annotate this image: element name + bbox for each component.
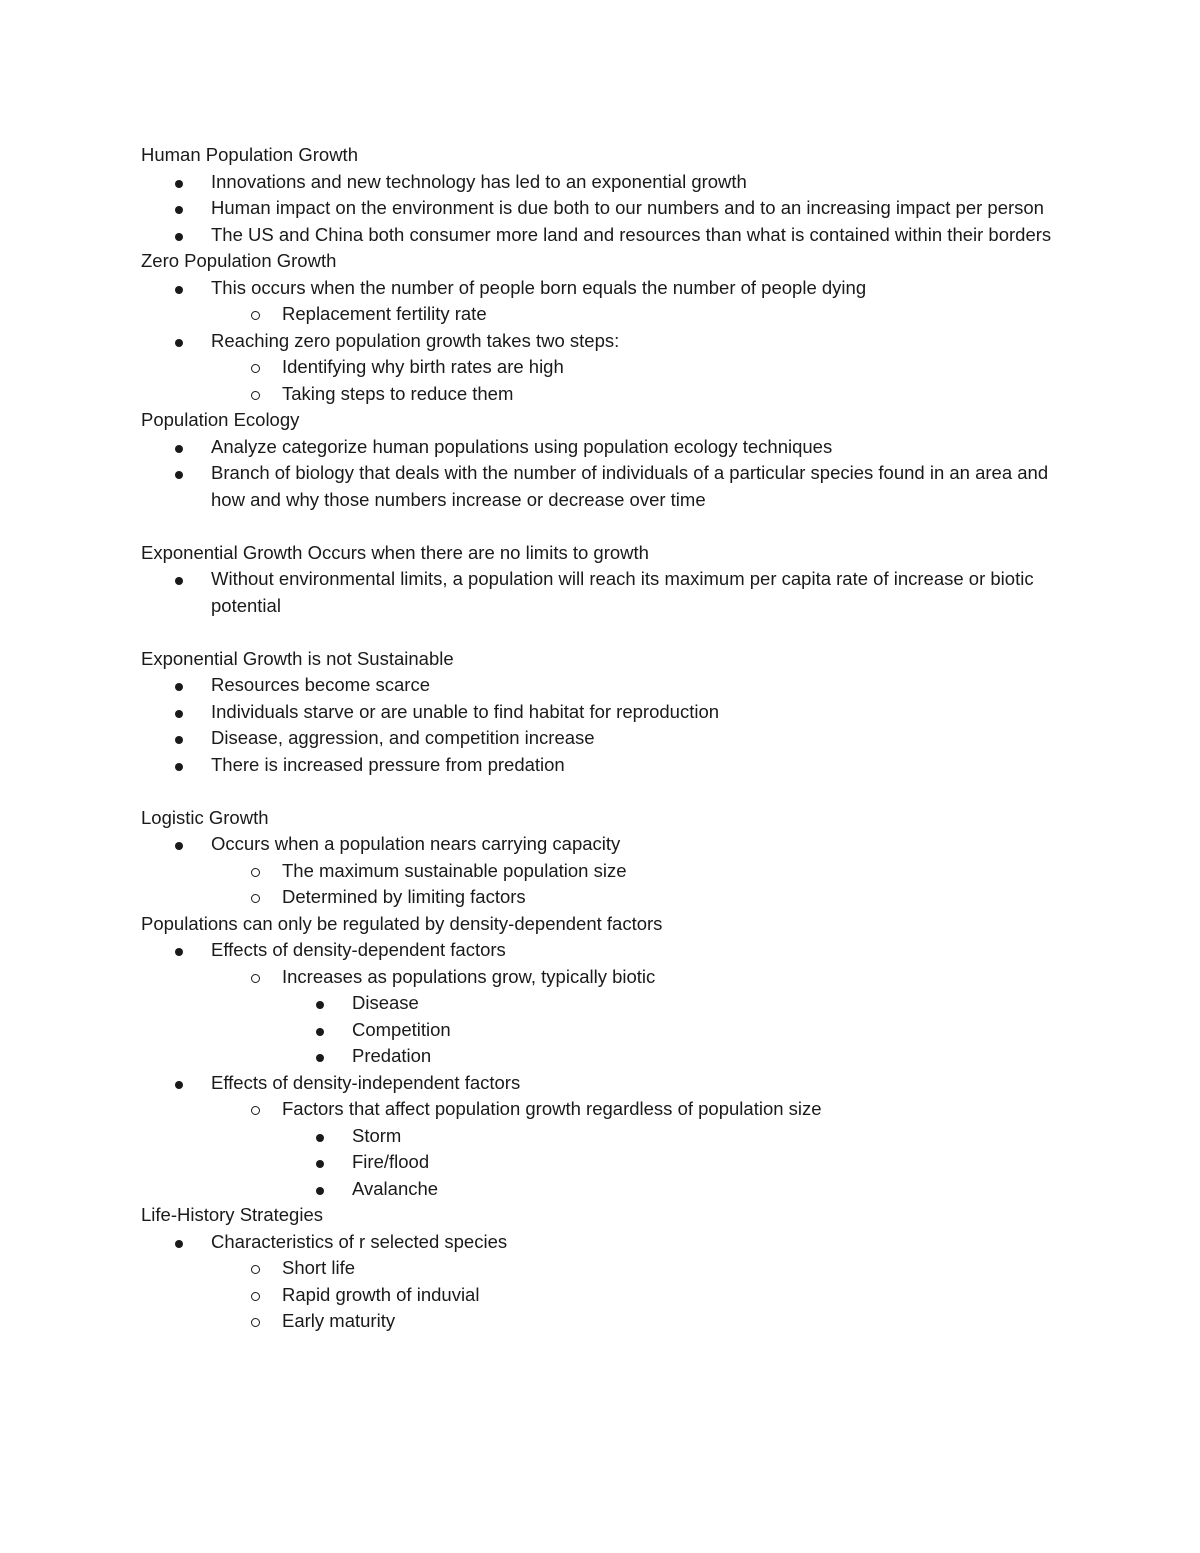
list-item bbox=[141, 1017, 1061, 1044]
sub-bullet-list bbox=[141, 1096, 1061, 1123]
list-item bbox=[141, 566, 1061, 619]
bullet-dot-icon bbox=[175, 195, 183, 222]
bullet-dot-icon bbox=[175, 434, 183, 461]
bullet-dot-icon bbox=[175, 328, 183, 355]
bullet-dot-icon bbox=[316, 1176, 324, 1203]
list-item bbox=[141, 460, 1061, 513]
bullet-circle-icon bbox=[251, 381, 260, 408]
list-item-text: Resources become scarce bbox=[211, 674, 431, 695]
sub-bullet-list bbox=[141, 354, 1061, 407]
bullet-dot-icon bbox=[175, 566, 183, 593]
list-item bbox=[141, 301, 1061, 328]
list-item bbox=[141, 858, 1061, 885]
list-item-text: Rapid growth of induvial bbox=[282, 1283, 480, 1305]
list-item bbox=[141, 725, 1061, 752]
list-item bbox=[141, 1149, 1061, 1176]
bullet-list bbox=[141, 831, 1061, 858]
sub-sub-bullet-list bbox=[141, 990, 1061, 1070]
bullet-dot-icon bbox=[175, 222, 183, 249]
bullet-dot-icon bbox=[175, 699, 183, 726]
list-item bbox=[141, 1282, 1061, 1309]
list-item bbox=[141, 699, 1061, 726]
bullet-dot-icon bbox=[316, 1149, 324, 1176]
bullet-dot-icon bbox=[316, 990, 324, 1017]
sub-bullet-list bbox=[141, 1255, 1061, 1335]
bullet-circle-icon bbox=[251, 884, 260, 911]
section-heading: Life-History Strategies bbox=[141, 1204, 323, 1225]
bullet-dot-icon bbox=[316, 1017, 324, 1044]
sub-bullet-list bbox=[141, 858, 1061, 911]
list-item bbox=[141, 434, 1061, 461]
bullet-list bbox=[141, 937, 1061, 964]
bullet-circle-icon bbox=[251, 301, 260, 328]
bullet-circle-icon bbox=[251, 858, 260, 885]
list-item-text: Occurs when a population nears carrying capacity bbox=[211, 833, 621, 854]
bullet-list bbox=[141, 434, 1061, 514]
list-item-text: Predation bbox=[352, 1045, 432, 1066]
bullet-dot-icon bbox=[175, 725, 183, 752]
bullet-dot-icon bbox=[175, 672, 183, 699]
list-item bbox=[141, 937, 1061, 964]
list-item-text: Disease bbox=[352, 992, 419, 1013]
list-item-text: Replacement fertility rate bbox=[282, 303, 487, 324]
bullet-list bbox=[141, 566, 1061, 619]
list-item bbox=[141, 1070, 1061, 1097]
list-item bbox=[141, 672, 1061, 699]
section-heading: Exponential Growth is not Sustainable bbox=[141, 647, 454, 669]
list-item-text: Competition bbox=[352, 1018, 451, 1040]
list-item bbox=[141, 1229, 1061, 1256]
list-item-text: Short life bbox=[282, 1257, 356, 1278]
sub-sub-bullet-list bbox=[141, 1123, 1061, 1203]
bullet-list bbox=[141, 1070, 1061, 1097]
bullet-dot-icon bbox=[175, 831, 183, 858]
section-heading: Populations can only be regulated by density-dependent factors bbox=[141, 912, 663, 934]
list-item bbox=[141, 831, 1061, 858]
section-heading: Human Population Growth bbox=[141, 144, 358, 165]
list-item bbox=[141, 328, 1061, 355]
blank-line bbox=[141, 513, 1061, 540]
blank-line bbox=[141, 619, 1061, 646]
list-item-text: Reaching zero population growth takes two steps: bbox=[211, 329, 620, 351]
list-item bbox=[141, 1043, 1061, 1070]
list-item-text: Fire/flood bbox=[352, 1151, 430, 1172]
list-item-text: The maximum sustainable population size bbox=[282, 859, 627, 881]
list-item-text: The US and China both consumer more land and resources than what is contained within their borders bbox=[211, 223, 1052, 245]
section-heading: Exponential Growth Occurs when there are no limits to growth bbox=[141, 541, 649, 563]
bullet-dot-icon bbox=[175, 460, 183, 487]
bullet-list bbox=[141, 328, 1061, 355]
bullet-circle-icon bbox=[251, 1096, 260, 1123]
bullet-circle-icon bbox=[251, 964, 260, 991]
list-item-text: Analyze categorize human populations using population ecology techniques bbox=[211, 435, 833, 457]
list-item-text: Disease, aggression, and competition increase bbox=[211, 727, 595, 748]
list-item-text: Characteristics of r selected species bbox=[211, 1230, 508, 1252]
list-item bbox=[141, 275, 1061, 302]
bullet-list bbox=[141, 672, 1061, 778]
list-item-text: Human impact on the environment is due both to our numbers and to an increasing impact per person bbox=[211, 197, 1044, 218]
bullet-dot-icon bbox=[316, 1043, 324, 1070]
bullet-dot-icon bbox=[316, 1123, 324, 1150]
list-item bbox=[141, 169, 1061, 196]
bullet-dot-icon bbox=[175, 169, 183, 196]
list-item bbox=[141, 1255, 1061, 1282]
sub-bullet-list bbox=[141, 301, 1061, 328]
bullet-dot-icon bbox=[175, 1070, 183, 1097]
section-heading: Population Ecology bbox=[141, 409, 300, 430]
list-item-text: Effects of density-dependent factors bbox=[211, 939, 506, 960]
list-item-text: Innovations and new technology has led to an exponential growth bbox=[211, 170, 747, 192]
list-item bbox=[141, 1176, 1061, 1203]
list-item-text: Identifying why birth rates are high bbox=[282, 356, 564, 377]
section-heading: Zero Population Growth bbox=[141, 250, 337, 271]
list-item bbox=[141, 990, 1061, 1017]
bullet-circle-icon bbox=[251, 1282, 260, 1309]
list-item-text: Taking steps to reduce them bbox=[282, 382, 514, 404]
list-item-text: Increases as populations grow, typically biotic bbox=[282, 965, 656, 987]
list-item-text: Factors that affect population growth regardless of population size bbox=[282, 1098, 822, 1119]
list-item-text: This occurs when the number of people born equals the number of people dying bbox=[211, 276, 867, 298]
list-item bbox=[141, 381, 1061, 408]
blank-line bbox=[141, 778, 1061, 805]
list-item bbox=[141, 752, 1061, 779]
notes-content bbox=[141, 142, 1061, 1335]
list-item bbox=[141, 964, 1061, 991]
list-item bbox=[141, 884, 1061, 911]
bullet-list bbox=[141, 275, 1061, 302]
list-item bbox=[141, 1123, 1061, 1150]
list-item-text: Branch of biology that deals with the number of individuals of a particular species found in an area and how and why those numbers increase or decrease over time bbox=[211, 462, 1049, 510]
list-item bbox=[141, 1096, 1061, 1123]
bullet-dot-icon bbox=[175, 275, 183, 302]
list-item bbox=[141, 222, 1061, 249]
bullet-dot-icon bbox=[175, 1229, 183, 1256]
section-heading: Logistic Growth bbox=[141, 806, 269, 828]
list-item bbox=[141, 1308, 1061, 1335]
list-item bbox=[141, 354, 1061, 381]
list-item bbox=[141, 195, 1061, 222]
bullet-dot-icon bbox=[175, 752, 183, 779]
list-item-text: Avalanche bbox=[352, 1177, 439, 1199]
bullet-list bbox=[141, 169, 1061, 249]
list-item-text: Effects of density-independent factors bbox=[211, 1071, 521, 1093]
list-item-text: Without environmental limits, a population will reach its maximum per capita rate of increase or biotic potential bbox=[211, 568, 1034, 616]
bullet-circle-icon bbox=[251, 1308, 260, 1335]
bullet-list bbox=[141, 1229, 1061, 1256]
list-item-text: Individuals starve or are unable to find habitat for reproduction bbox=[211, 700, 720, 722]
bullet-dot-icon bbox=[175, 937, 183, 964]
bullet-circle-icon bbox=[251, 354, 260, 381]
bullet-circle-icon bbox=[251, 1255, 260, 1282]
list-item-text: Storm bbox=[352, 1124, 402, 1146]
list-item-text: Early maturity bbox=[282, 1310, 396, 1331]
list-item-text: There is increased pressure from predation bbox=[211, 753, 565, 775]
list-item-text: Determined by limiting factors bbox=[282, 886, 526, 907]
sub-bullet-list bbox=[141, 964, 1061, 991]
